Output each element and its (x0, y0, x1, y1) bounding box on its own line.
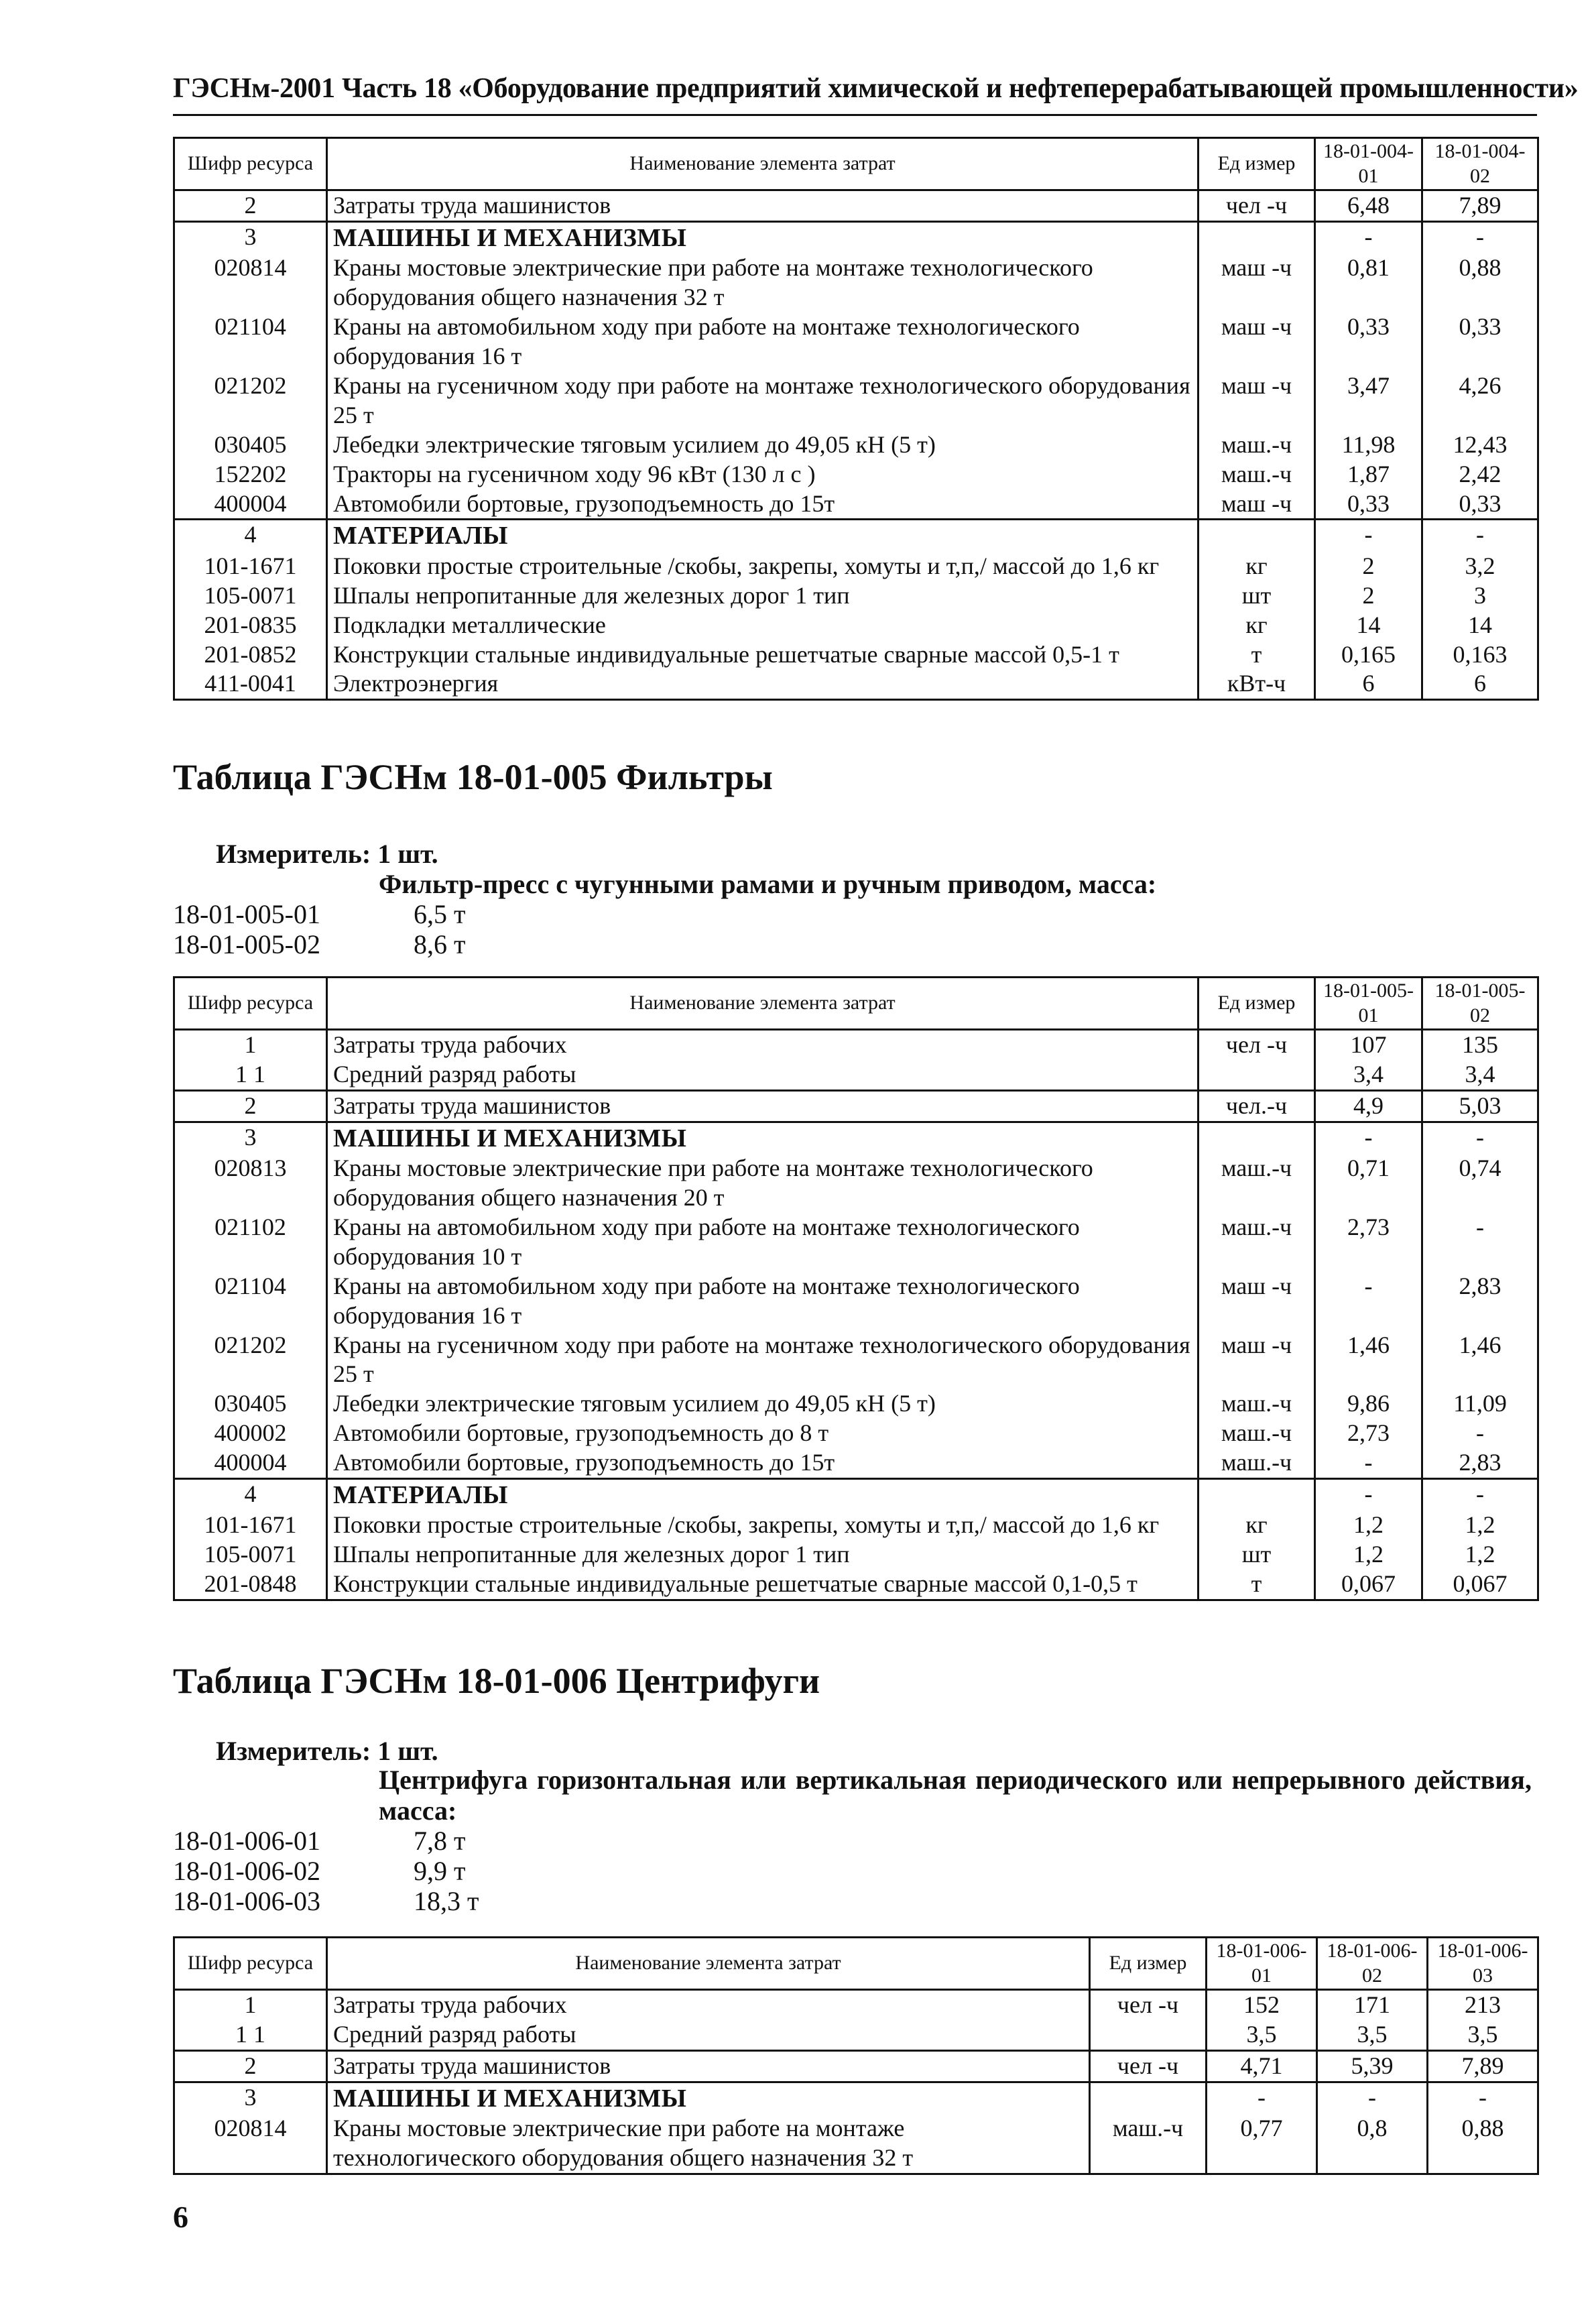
row-value: - (1317, 2082, 1428, 2114)
row-name: Лебедки электрические тяговым усилием до 49,05 кН (5 т) (327, 1389, 1199, 1419)
row-name: Краны на автомобильном ходу при работе на монтаже технологического оборудования 16 т (327, 312, 1199, 371)
resource-table-005 (173, 976, 1539, 1601)
row-name: Краны на автомобильном ходу при работе на монтаже технологического оборудования 16 т (327, 1272, 1199, 1331)
row-value: 2,83 (1422, 1448, 1538, 1478)
row-value: - (1207, 2082, 1317, 2114)
row-unit: маш -ч (1199, 312, 1315, 371)
col-header-variant: 18-01-006-01 (1207, 1938, 1317, 1990)
variant-code: 18-01-006-01 (173, 1826, 320, 1856)
row-value: 0,33 (1422, 312, 1538, 371)
table-row (174, 1990, 1538, 2020)
row-code: 201-0848 (174, 1570, 327, 1600)
row-value: 1,46 (1422, 1331, 1538, 1390)
row-unit: маш.-ч (1199, 1389, 1315, 1419)
row-value: 9,86 (1315, 1389, 1422, 1419)
col-header-variant: 18-01-005-02 (1422, 978, 1538, 1030)
col-header-code: Шифр ресурса (174, 1938, 327, 1990)
col-header-name: Наименование элемента затрат (327, 138, 1199, 190)
row-name: Затраты труда рабочих (327, 1030, 1199, 1060)
row-name: Тракторы на гусеничном ходу 96 кВт (130 л с ) (327, 460, 1199, 489)
row-unit: маш -ч (1199, 1272, 1315, 1331)
table-row (174, 1419, 1538, 1448)
row-code: 101-1671 (174, 1511, 327, 1540)
row-value: 7,89 (1428, 2050, 1538, 2082)
row-value: - (1422, 221, 1538, 253)
table-row (174, 312, 1538, 371)
row-value: 2,73 (1315, 1213, 1422, 1272)
row-value: 1,87 (1315, 460, 1422, 489)
row-value: 0,33 (1315, 312, 1422, 371)
row-code: 021202 (174, 371, 327, 430)
variant-value: 6,5 т (414, 899, 466, 929)
table-row (174, 1540, 1538, 1570)
row-code: 3 (174, 2082, 327, 2114)
row-unit: маш -ч (1199, 371, 1315, 430)
row-value: 3,4 (1422, 1060, 1538, 1090)
row-value: 135 (1422, 1030, 1538, 1060)
row-value: 0,33 (1422, 489, 1538, 520)
row-name: Затраты труда машинистов (327, 190, 1199, 222)
row-unit: чел -ч (1199, 190, 1315, 222)
row-unit (1199, 221, 1315, 253)
row-unit: чел -ч (1199, 1030, 1315, 1060)
row-code: 101-1671 (174, 552, 327, 581)
row-value: 2 (1315, 552, 1422, 581)
row-code: 030405 (174, 430, 327, 460)
row-unit: т (1199, 640, 1315, 670)
table-row (174, 1090, 1538, 1122)
variant-code: 18-01-005-01 (173, 899, 320, 929)
meter-label: Измеритель: (216, 1736, 371, 1766)
row-value: 2,83 (1422, 1272, 1538, 1331)
row-unit: чел.-ч (1199, 1090, 1315, 1122)
table-row (174, 1272, 1538, 1331)
row-code: 030405 (174, 1389, 327, 1419)
table-row (174, 1511, 1538, 1540)
section-row (174, 520, 1538, 552)
section-title: МАТЕРИАЛЫ (327, 1479, 1199, 1511)
col-header-code: Шифр ресурса (174, 138, 327, 190)
row-value: - (1422, 1122, 1538, 1154)
table-row (174, 1331, 1538, 1390)
variant-value: 7,8 т (414, 1826, 466, 1856)
row-value: - (1315, 221, 1422, 253)
row-code: 3 (174, 1122, 327, 1154)
col-header-name: Наименование элемента затрат (327, 1938, 1090, 1990)
row-code: 411-0041 (174, 669, 327, 699)
row-code: 1 1 (174, 1060, 327, 1090)
row-value: 1,2 (1422, 1540, 1538, 1570)
row-value: 6 (1315, 669, 1422, 699)
row-value: 0,77 (1207, 2114, 1317, 2174)
row-name: Шпалы непропитанные для железных дорог 1 тип (327, 581, 1199, 611)
col-header-code: Шифр ресурса (174, 978, 327, 1030)
row-code: 201-0852 (174, 640, 327, 670)
col-header-unit: Ед измер (1090, 1938, 1207, 1990)
row-unit: маш.-ч (1199, 1213, 1315, 1272)
row-value: 14 (1315, 611, 1422, 640)
row-value: 107 (1315, 1030, 1422, 1060)
row-code: 400004 (174, 489, 327, 520)
meter-line-005 (216, 838, 438, 870)
table-row (174, 2050, 1538, 2082)
variant-code: 18-01-005-02 (173, 929, 320, 959)
row-code: 020813 (174, 1154, 327, 1213)
row-code: 152202 (174, 460, 327, 489)
section-row (174, 1479, 1538, 1511)
row-name: Затраты труда рабочих (327, 1990, 1090, 2020)
row-value: 7,89 (1422, 190, 1538, 222)
row-name: Автомобили бортовые, грузоподъемность до 15т (327, 1448, 1199, 1478)
row-value: 4,26 (1422, 371, 1538, 430)
row-unit: маш.-ч (1090, 2114, 1207, 2174)
row-value: 0,33 (1315, 489, 1422, 520)
row-code: 201-0835 (174, 611, 327, 640)
row-name: Средний разряд работы (327, 1060, 1199, 1090)
row-value: 4,71 (1207, 2050, 1317, 2082)
row-value: 0,165 (1315, 640, 1422, 670)
row-value: - (1315, 1479, 1422, 1511)
row-name: Конструкции стальные индивидуальные решетчатые сварные массой 0,1-0,5 т (327, 1570, 1199, 1600)
row-name: Подкладки металлические (327, 611, 1199, 640)
row-value: - (1315, 1272, 1422, 1331)
row-code: 4 (174, 520, 327, 552)
row-code: 400002 (174, 1419, 327, 1448)
row-value: 3,5 (1317, 2020, 1428, 2050)
variant-value: 8,6 т (414, 929, 466, 959)
page-number: 6 (173, 2200, 188, 2234)
variant-code: 18-01-006-02 (173, 1856, 320, 1886)
header-rule (173, 114, 1537, 116)
row-code: 2 (174, 2050, 327, 2082)
row-value: 11,98 (1315, 430, 1422, 460)
resource-table-004 (173, 137, 1539, 701)
row-value: - (1422, 520, 1538, 552)
row-value: 2,73 (1315, 1419, 1422, 1448)
row-value: 11,09 (1422, 1389, 1538, 1419)
table-row (174, 640, 1538, 670)
row-value: 0,74 (1422, 1154, 1538, 1213)
table-title-006: Таблица ГЭСНм 18-01-006 Центрифуги (173, 1661, 820, 1701)
row-value: 0,71 (1315, 1154, 1422, 1213)
row-code: 105-0071 (174, 1540, 327, 1570)
table-row (174, 1030, 1538, 1060)
row-code: 2 (174, 1090, 327, 1122)
row-name: Средний разряд работы (327, 2020, 1090, 2050)
row-unit: кг (1199, 611, 1315, 640)
row-name: Поковки простые строительные /скобы, закрепы, хомуты и т,п,/ массой до 1,6 кг (327, 1511, 1199, 1540)
table-row (174, 1570, 1538, 1600)
row-value: 1,2 (1315, 1540, 1422, 1570)
meter-line-006 (216, 1735, 438, 1767)
row-value: 152 (1207, 1990, 1317, 2020)
row-code: 1 1 (174, 2020, 327, 2050)
table-row (174, 1448, 1538, 1478)
row-value: 0,88 (1422, 253, 1538, 312)
table-description-006: Центрифуга горизонтальная или вертикальная периодического или непрерывного действия, масса: (379, 1765, 1532, 1826)
row-value: - (1315, 1448, 1422, 1478)
table-row (174, 253, 1538, 312)
row-value: 0,88 (1428, 2114, 1538, 2174)
row-code: 2 (174, 190, 327, 222)
row-unit (1199, 1122, 1315, 1154)
row-name: Электроэнергия (327, 669, 1199, 699)
resource-table-006 (173, 1936, 1539, 2175)
row-value: - (1428, 2082, 1538, 2114)
row-value: - (1422, 1419, 1538, 1448)
table-row (174, 2114, 1538, 2174)
row-value: 0,067 (1315, 1570, 1422, 1600)
row-value: 3,47 (1315, 371, 1422, 430)
table-row (174, 430, 1538, 460)
row-name: Затраты труда машинистов (327, 1090, 1199, 1122)
row-name: Автомобили бортовые, грузоподъемность до 15т (327, 489, 1199, 520)
variant-value: 18,3 т (414, 1886, 479, 1916)
row-name: Поковки простые строительные /скобы, закрепы, хомуты и т,п,/ массой до 1,6 кг (327, 552, 1199, 581)
row-value: 2 (1315, 581, 1422, 611)
col-header-variant: 18-01-004-02 (1422, 138, 1538, 190)
row-unit: маш.-ч (1199, 460, 1315, 489)
table-row (174, 611, 1538, 640)
meter-label: Измеритель: (216, 839, 371, 869)
row-unit: чел -ч (1090, 1990, 1207, 2020)
row-code: 020814 (174, 253, 327, 312)
row-value: 1,2 (1422, 1511, 1538, 1540)
row-value: 14 (1422, 611, 1538, 640)
row-name: Краны мостовые электрические при работе на монтаже технологического оборудования общего назначения 20 т (327, 1154, 1199, 1213)
row-unit: кг (1199, 552, 1315, 581)
variant-value: 9,9 т (414, 1856, 466, 1886)
row-code: 021202 (174, 1331, 327, 1390)
row-name: Автомобили бортовые, грузоподъемность до 8 т (327, 1419, 1199, 1448)
row-code: 1 (174, 1030, 327, 1060)
row-value: 213 (1428, 1990, 1538, 2020)
col-header-unit: Ед измер (1199, 978, 1315, 1030)
row-value: 0,81 (1315, 253, 1422, 312)
row-value: 3,5 (1207, 2020, 1317, 2050)
table-title-005: Таблица ГЭСНм 18-01-005 Фильтры (173, 757, 773, 797)
row-value: 0,163 (1422, 640, 1538, 670)
row-value: 1,2 (1315, 1511, 1422, 1540)
row-unit: т (1199, 1570, 1315, 1600)
table-description-005: Фильтр-пресс с чугунными рамами и ручным приводом, масса: (379, 869, 1157, 899)
row-name: Лебедки электрические тяговым усилием до 49,05 кН (5 т) (327, 430, 1199, 460)
table-row (174, 1213, 1538, 1272)
row-value: 3,2 (1422, 552, 1538, 581)
row-code: 1 (174, 1990, 327, 2020)
row-value: 5,39 (1317, 2050, 1428, 2082)
row-code: 020814 (174, 2114, 327, 2174)
section-title: МАШИНЫ И МЕХАНИЗМЫ (327, 2082, 1090, 2114)
row-value: 171 (1317, 1990, 1428, 2020)
table-row (174, 552, 1538, 581)
row-value: - (1315, 1122, 1422, 1154)
row-value: - (1315, 520, 1422, 552)
row-code: 021104 (174, 312, 327, 371)
table-row (174, 1060, 1538, 1090)
section-title: МАТЕРИАЛЫ (327, 520, 1199, 552)
row-unit: маш -ч (1199, 489, 1315, 520)
col-header-variant: 18-01-006-02 (1317, 1938, 1428, 1990)
row-unit: кг (1199, 1511, 1315, 1540)
row-unit: маш.-ч (1199, 1419, 1315, 1448)
row-name: Краны на гусеничном ходу при работе на монтаже технологического оборудования 25 т (327, 1331, 1199, 1390)
row-unit: маш.-ч (1199, 1448, 1315, 1478)
row-unit: шт (1199, 581, 1315, 611)
row-value: 5,03 (1422, 1090, 1538, 1122)
table-row (174, 1389, 1538, 1419)
row-name: Затраты труда машинистов (327, 2050, 1090, 2082)
table-row (174, 489, 1538, 520)
row-unit (1199, 520, 1315, 552)
row-unit: чел -ч (1090, 2050, 1207, 2082)
running-header: ГЭСНм-2001 Часть 18 «Оборудование предприятий химической и нефтеперерабатывающей промышленности» (173, 73, 1579, 104)
section-row (174, 2082, 1538, 2114)
col-header-variant: 18-01-005-01 (1315, 978, 1422, 1030)
section-title: МАШИНЫ И МЕХАНИЗМЫ (327, 1122, 1199, 1154)
row-value: 3 (1422, 581, 1538, 611)
row-unit: маш.-ч (1199, 1154, 1315, 1213)
table-row (174, 371, 1538, 430)
meter-value: 1 шт. (377, 839, 438, 869)
table-row (174, 581, 1538, 611)
row-code: 021102 (174, 1213, 327, 1272)
col-header-name: Наименование элемента затрат (327, 978, 1199, 1030)
row-unit (1199, 1060, 1315, 1090)
row-unit: маш -ч (1199, 253, 1315, 312)
row-name: Конструкции стальные индивидуальные решетчатые сварные массой 0,5-1 т (327, 640, 1199, 670)
row-value: 6,48 (1315, 190, 1422, 222)
row-name: Шпалы непропитанные для железных дорог 1 тип (327, 1540, 1199, 1570)
table-row (174, 460, 1538, 489)
row-value: 3,4 (1315, 1060, 1422, 1090)
row-code: 105-0071 (174, 581, 327, 611)
row-name: Краны мостовые электрические при работе на монтаже технологического оборудования общего назначения 32 т (327, 2114, 1090, 2174)
row-unit: шт (1199, 1540, 1315, 1570)
row-code: 3 (174, 221, 327, 253)
row-name: Краны на автомобильном ходу при работе на монтаже технологического оборудования 10 т (327, 1213, 1199, 1272)
row-value: 6 (1422, 669, 1538, 699)
row-value: - (1422, 1213, 1538, 1272)
row-code: 021104 (174, 1272, 327, 1331)
table-row (174, 669, 1538, 699)
row-name: Краны мостовые электрические при работе на монтаже технологического оборудования общего назначения 32 т (327, 253, 1199, 312)
row-code: 4 (174, 1479, 327, 1511)
row-unit (1199, 1479, 1315, 1511)
row-unit: кВт-ч (1199, 669, 1315, 699)
row-name: Краны на гусеничном ходу при работе на монтаже технологического оборудования 25 т (327, 371, 1199, 430)
row-unit (1090, 2020, 1207, 2050)
row-value: 0,8 (1317, 2114, 1428, 2174)
col-header-variant: 18-01-006-03 (1428, 1938, 1538, 1990)
col-header-variant: 18-01-004-01 (1315, 138, 1422, 190)
col-header-unit: Ед измер (1199, 138, 1315, 190)
variant-code: 18-01-006-03 (173, 1886, 320, 1916)
row-code: 400004 (174, 1448, 327, 1478)
row-value: - (1422, 1479, 1538, 1511)
row-value: 4,9 (1315, 1090, 1422, 1122)
row-unit (1090, 2082, 1207, 2114)
table-row (174, 2020, 1538, 2050)
row-unit: маш -ч (1199, 1331, 1315, 1390)
section-title: МАШИНЫ И МЕХАНИЗМЫ (327, 221, 1199, 253)
table-row (174, 190, 1538, 222)
section-row (174, 1122, 1538, 1154)
row-value: 1,46 (1315, 1331, 1422, 1390)
row-value: 0,067 (1422, 1570, 1538, 1600)
row-value: 3,5 (1428, 2020, 1538, 2050)
row-value: 2,42 (1422, 460, 1538, 489)
meter-value: 1 шт. (377, 1736, 438, 1766)
table-row (174, 1154, 1538, 1213)
row-value: 12,43 (1422, 430, 1538, 460)
row-unit: маш.-ч (1199, 430, 1315, 460)
section-row (174, 221, 1538, 253)
